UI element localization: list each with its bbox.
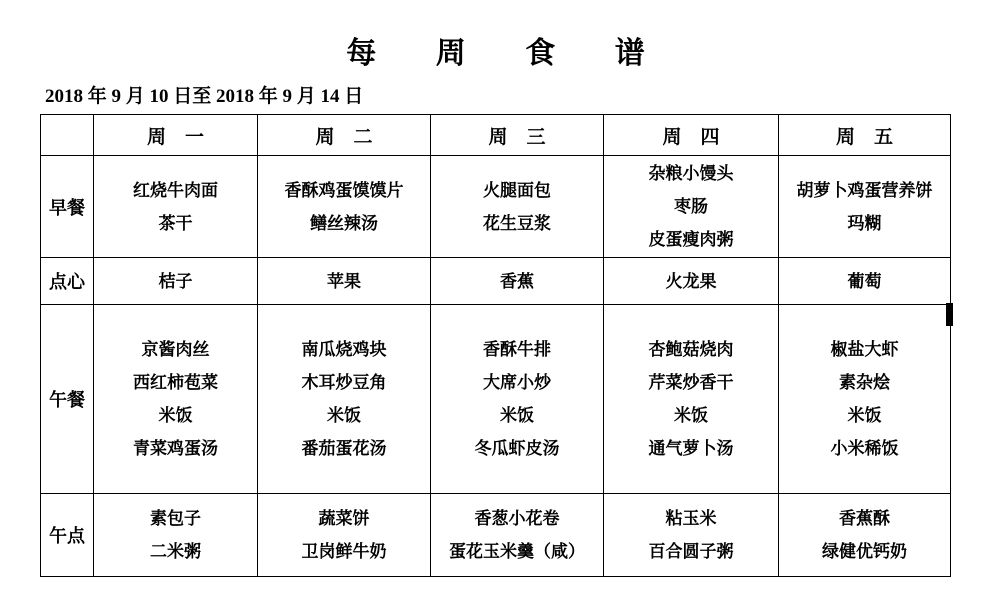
border-artifact-mark bbox=[946, 303, 953, 326]
dish-name: 冬瓜虾皮汤 bbox=[474, 439, 560, 458]
menu-cell bbox=[604, 258, 779, 305]
menu-cell bbox=[431, 305, 604, 494]
weekly-menu-table bbox=[40, 114, 951, 577]
dish-name: 鳝丝辣汤 bbox=[310, 213, 378, 233]
row-label: 早餐 bbox=[41, 156, 94, 258]
dish-name: 粘玉米 bbox=[665, 509, 717, 528]
dish-name: 绿健优钙奶 bbox=[822, 542, 907, 561]
menu-cell bbox=[94, 305, 258, 494]
dish-name: 茶干 bbox=[158, 213, 193, 233]
dish-name: 木耳炒豆角 bbox=[301, 373, 387, 392]
dish-name: 米饭 bbox=[674, 406, 708, 425]
dish-name: 香葱小花卷 bbox=[474, 509, 560, 528]
dish-name: 素包子 bbox=[150, 509, 201, 528]
dish-name: 大席小炒 bbox=[483, 373, 551, 392]
dish-name: 香蕉 bbox=[500, 271, 534, 291]
column-header-day-3: 周 三 bbox=[431, 115, 604, 156]
table-header-row bbox=[41, 115, 951, 156]
menu-cell bbox=[258, 305, 431, 494]
dish-name: 花生豆浆 bbox=[483, 213, 551, 233]
dish-name: 椒盐大虾 bbox=[830, 340, 899, 359]
menu-cell bbox=[779, 258, 951, 305]
dish-name: 葡萄 bbox=[847, 271, 882, 291]
dish-name: 京酱肉丝 bbox=[141, 340, 210, 359]
menu-cell bbox=[94, 258, 258, 305]
menu-cell bbox=[431, 258, 604, 305]
table-row-午餐 bbox=[41, 305, 951, 494]
table-row-点心 bbox=[41, 258, 951, 305]
menu-cell bbox=[779, 494, 951, 577]
dish-name: 枣肠 bbox=[674, 197, 708, 216]
table-row-午点 bbox=[41, 494, 951, 577]
dish-name: 米饭 bbox=[847, 406, 882, 425]
table-row-早餐 bbox=[41, 156, 951, 258]
row-label: 点心 bbox=[41, 258, 94, 305]
menu-cell bbox=[779, 156, 951, 258]
dish-name: 火腿面包 bbox=[483, 180, 551, 200]
column-header-day-1: 周 一 bbox=[94, 115, 258, 156]
dish-name: 通气萝卜汤 bbox=[648, 439, 734, 458]
menu-cell bbox=[604, 305, 779, 494]
menu-cell bbox=[431, 156, 604, 258]
row-label: 午餐 bbox=[41, 305, 94, 494]
menu-cell bbox=[779, 305, 951, 494]
table-body bbox=[41, 156, 951, 577]
column-header-day-4: 周 四 bbox=[604, 115, 779, 156]
dish-name: 香酥牛排 bbox=[483, 340, 551, 359]
dish-name: 小米稀饭 bbox=[830, 439, 899, 458]
dish-name: 胡萝卜鸡蛋营养饼 bbox=[796, 180, 933, 200]
menu-cell bbox=[604, 494, 779, 577]
row-label: 午点 bbox=[41, 494, 94, 577]
dish-name: 西红柿苞菜 bbox=[133, 373, 218, 392]
dish-name: 苹果 bbox=[327, 271, 361, 291]
dish-name: 百合圆子粥 bbox=[648, 542, 734, 561]
dish-name: 素杂烩 bbox=[839, 373, 890, 392]
corner-cell bbox=[41, 115, 94, 156]
dish-name: 米饭 bbox=[500, 406, 534, 425]
dish-name: 番茄蛋花汤 bbox=[301, 439, 387, 458]
dish-name: 香蕉酥 bbox=[839, 509, 890, 528]
page-title: 每 周 食 谱 bbox=[346, 37, 646, 70]
dish-name: 玛糊 bbox=[847, 213, 882, 233]
dish-name: 皮蛋瘦肉粥 bbox=[648, 230, 734, 249]
dish-name: 蛋花玉米羹（咸） bbox=[449, 542, 585, 561]
menu-cell bbox=[94, 156, 258, 258]
dish-name: 二米粥 bbox=[150, 542, 201, 561]
dish-name: 香酥鸡蛋馍馍片 bbox=[284, 180, 404, 200]
dish-name: 青菜鸡蛋汤 bbox=[133, 439, 218, 458]
dish-name: 米饭 bbox=[158, 406, 193, 425]
dish-name: 火龙果 bbox=[665, 271, 717, 291]
dish-name: 红烧牛肉面 bbox=[133, 180, 218, 200]
menu-cell bbox=[431, 494, 604, 577]
dish-name: 南瓜烧鸡块 bbox=[301, 340, 387, 359]
dish-name: 芹菜炒香干 bbox=[648, 373, 734, 392]
menu-cell bbox=[94, 494, 258, 577]
dish-name: 杏鲍菇烧肉 bbox=[648, 340, 734, 359]
dish-name: 桔子 bbox=[158, 271, 193, 291]
menu-cell bbox=[258, 258, 431, 305]
dish-name: 卫岗鲜牛奶 bbox=[301, 542, 387, 561]
column-header-day-2: 周 二 bbox=[258, 115, 431, 156]
menu-cell bbox=[604, 156, 779, 258]
column-header-day-5: 周 五 bbox=[779, 115, 951, 156]
dish-name: 杂粮小馒头 bbox=[648, 164, 734, 183]
dish-name: 米饭 bbox=[327, 406, 361, 425]
menu-cell bbox=[258, 494, 431, 577]
menu-cell bbox=[258, 156, 431, 258]
dish-name: 蔬菜饼 bbox=[318, 509, 370, 528]
date-range: 2018 年 9 月 10 日至 2018 年 9 月 14 日 bbox=[45, 86, 364, 107]
